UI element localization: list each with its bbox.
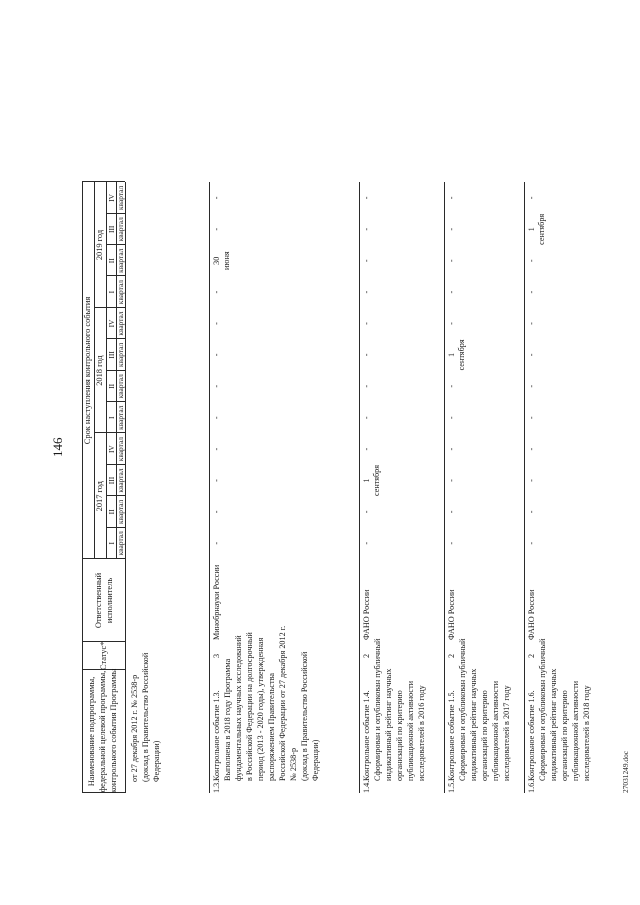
row-title-line: исследователей в 2018 году — [582, 685, 591, 781]
row-title-line: исследователей в 2017 году — [502, 685, 511, 781]
quarter-cell: - — [362, 541, 371, 545]
row-title-line: Контрольное событие 1.5. — [447, 690, 456, 781]
quarter-cell: - — [447, 416, 456, 420]
row-title-line: фундаментальных научных исследований — [234, 635, 243, 781]
quarter-number: III — [107, 351, 116, 359]
quarter-label: квартал — [116, 280, 125, 305]
quarter-number: IV — [107, 319, 116, 328]
row-title-line: организаций по критерию — [395, 690, 404, 781]
quarter-cell: - — [212, 196, 221, 200]
quarter-label: квартал — [116, 468, 125, 493]
row-title-line: публикационной активности — [491, 680, 500, 781]
quarter-cell: - — [527, 541, 536, 545]
quarter-cell: - — [362, 416, 371, 420]
row-title-line: публикационной активности — [406, 680, 415, 781]
row-responsible: Минобрнауки России — [212, 564, 221, 640]
row-responsible: ФАНО России — [362, 589, 371, 640]
quarter-cell: - — [527, 259, 536, 263]
quarter-label: квартал — [116, 531, 125, 556]
quarter-label: квартал — [116, 342, 125, 368]
quarter-cell: - — [362, 196, 371, 200]
quarter-number: I — [107, 416, 116, 419]
row-responsible: ФАНО России — [527, 589, 536, 640]
year-header: 2019 год — [95, 229, 104, 261]
row-status: 2 — [527, 653, 536, 659]
row-title-line: Федерации) — [311, 739, 320, 781]
quarter-cell: - — [362, 322, 371, 325]
quarter-cell: - — [212, 416, 221, 420]
quarter-cell: - — [362, 259, 371, 263]
continuation-text: (доклад в Правительство Российской — [141, 652, 150, 782]
quarter-number: I — [107, 290, 116, 294]
row-title-line: Контрольное событие 1.3. — [212, 690, 221, 781]
page-number: 146 — [50, 437, 65, 457]
quarter-number: III — [107, 476, 116, 485]
quarter-cell: - — [447, 290, 456, 294]
year-header: 2018 год — [95, 355, 104, 386]
row-status: 2 — [447, 653, 456, 659]
quarter-cell: - — [362, 384, 371, 388]
quarter-cell-date: июня — [222, 251, 231, 271]
row-number: 1.3. — [212, 780, 221, 793]
quarter-cell: - — [527, 510, 536, 514]
row-title-line: Контрольное событие 1.4. — [362, 690, 371, 781]
quarter-cell: - — [527, 447, 536, 451]
row-title-line: Контрольное событие 1.6. — [527, 690, 536, 781]
quarter-label: квартал — [116, 217, 125, 242]
row-title-line: индикативный рейтинг научных — [384, 668, 393, 781]
quarter-cell: - — [362, 510, 371, 514]
quarter-cell: - — [447, 322, 456, 325]
quarter-cell: - — [212, 322, 221, 325]
row-title-line: в Российской Федерации на долгосрочный — [245, 632, 254, 781]
row-title-line: индикативный рейтинг научных — [469, 668, 478, 781]
row-responsible: ФАНО России — [447, 589, 456, 640]
row-title-line: (доклад в Правительство Российской — [300, 651, 309, 781]
quarter-cell-date: сентября — [457, 339, 466, 371]
quarter-cell: - — [447, 447, 456, 451]
row-title-line: распоряжением Правительства — [267, 672, 276, 781]
quarter-cell: 30 — [212, 256, 221, 265]
quarter-cell: - — [212, 510, 221, 514]
continuation-text: от 27 декабря 2012 г. № 2538-р — [130, 674, 139, 782]
quarter-cell: - — [212, 447, 221, 451]
quarter-number: IV — [107, 194, 116, 202]
quarter-cell: - — [212, 541, 221, 545]
column-header-status: Статус* — [99, 641, 108, 670]
row-title-line: Сформирован и опубликован публичный — [373, 638, 382, 781]
row-separator — [444, 182, 445, 793]
quarter-number: II — [107, 509, 116, 515]
row-title-line: период (2013 - 2020 годы), утвержденная — [256, 637, 265, 781]
quarter-cell: - — [447, 541, 456, 545]
row-title-line: организаций по критерию — [560, 690, 569, 781]
quarter-cell: - — [212, 227, 221, 231]
document-code: 27031249.doc — [621, 750, 630, 793]
quarter-cell: - — [447, 227, 456, 231]
quarter-cell: - — [447, 259, 456, 263]
row-number: 1.4. — [362, 780, 371, 793]
quarter-cell: - — [527, 479, 536, 482]
row-title-line: индикативный рейтинг научных — [549, 668, 558, 781]
year-header: 2017 год — [95, 481, 104, 512]
column-header-deadline: Срок наступления контрольного события — [83, 296, 92, 445]
header-top-line — [82, 182, 83, 793]
quarter-label: квартал — [116, 311, 125, 336]
quarter-cell: - — [447, 510, 456, 514]
row-title-line: организаций по критерию — [480, 690, 489, 781]
row-title-line: исследователей в 2016 году — [417, 685, 426, 781]
row-separator — [524, 182, 525, 793]
quarter-cell: - — [362, 447, 371, 451]
row-separator — [359, 182, 360, 793]
quarter-label: квартал — [116, 499, 125, 525]
quarter-cell: - — [447, 479, 456, 482]
quarter-cell: 1 — [362, 478, 371, 483]
quarter-number: III — [107, 225, 116, 233]
column-header-responsible: Ответственный — [94, 572, 103, 629]
quarter-cell: - — [527, 196, 536, 200]
quarter-label: квартал — [116, 405, 125, 430]
quarter-label: квартал — [116, 185, 125, 211]
row-number: 1.6. — [527, 780, 536, 793]
row-separator — [209, 182, 210, 793]
row-title-line: Сформирован и опубликован публичный — [538, 638, 547, 781]
row-title-line: Сформирован и опубликован публичный — [458, 638, 467, 781]
quarter-cell: - — [527, 290, 536, 294]
continuation-text: Федерации) — [152, 740, 161, 782]
quarter-cell-date: сентября — [372, 465, 381, 497]
column-header-name: федеральной целевой программы, — [98, 670, 107, 793]
quarter-cell: 1 — [447, 352, 456, 357]
quarter-number: IV — [107, 445, 116, 454]
column-header-name: Наименование подпрограммы, — [87, 676, 96, 787]
quarter-cell: - — [527, 353, 536, 357]
row-title-line: публикационной активности — [571, 680, 580, 781]
quarter-cell: - — [212, 384, 221, 388]
quarter-cell: - — [212, 290, 221, 294]
quarter-cell-date: сентября — [537, 213, 546, 245]
quarter-cell: - — [527, 384, 536, 388]
quarter-cell: - — [362, 227, 371, 231]
quarter-cell: - — [447, 384, 456, 388]
quarter-cell: - — [362, 353, 371, 357]
row-status: 3 — [212, 653, 221, 659]
quarter-number: II — [107, 258, 116, 264]
quarter-cell: - — [447, 196, 456, 200]
quarter-cell: 1 — [527, 227, 536, 232]
quarter-cell: - — [212, 479, 221, 482]
quarter-label: квартал — [116, 437, 125, 462]
quarter-number: I — [107, 542, 116, 545]
quarter-cell: - — [527, 322, 536, 325]
column-header-responsible: исполнитель — [105, 577, 114, 624]
header-bottom-line — [125, 182, 126, 793]
quarter-label: квартал — [116, 248, 125, 273]
row-status: 2 — [362, 653, 371, 659]
quarter-cell: - — [527, 416, 536, 420]
quarter-number: II — [107, 383, 116, 389]
quarter-cell: - — [362, 290, 371, 294]
quarter-label: квартал — [116, 374, 125, 399]
row-title-line: Выполнена в 2018 году Программа — [223, 658, 232, 781]
row-title-line: Российской Федерации от 27 декабря 2012 г. — [278, 625, 287, 781]
row-number: 1.5. — [447, 780, 456, 793]
quarter-cell: - — [212, 353, 221, 357]
row-title-line: № 2538-р — [289, 747, 298, 781]
column-header-name: контрольного события Программы — [109, 668, 118, 793]
